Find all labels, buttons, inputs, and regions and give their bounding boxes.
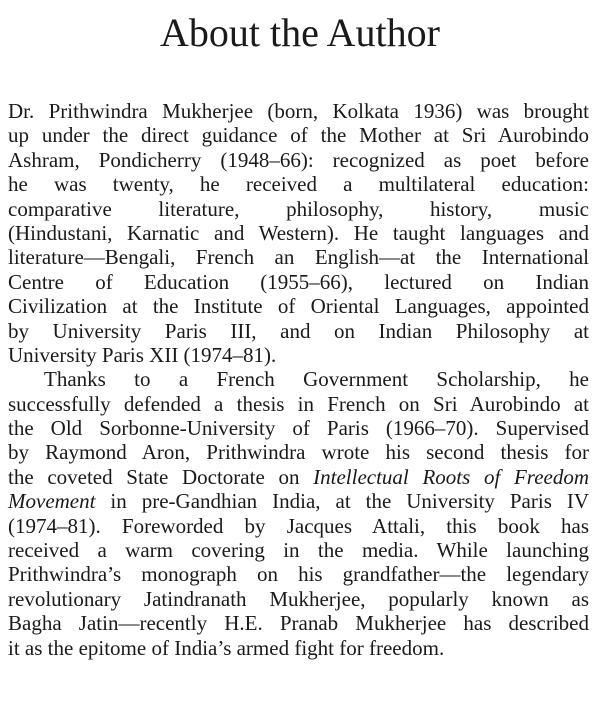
text-line: revolutionary Jatindranath Mukherjee, popularly known as xyxy=(8,586,589,611)
text-line: Bagha Jatin—recently H.E. Pranab Mukherjee has described xyxy=(8,611,589,636)
text-line: Ashram, Pondicherry (1948–66): recognized as poet before xyxy=(8,147,589,172)
paragraph-2 xyxy=(8,367,589,660)
text-line: (1974–81). Foreworded by Jacques Attali, this book has xyxy=(8,513,589,538)
text-line: Movement in pre-Gandhian India, at the University Paris IV xyxy=(8,489,589,514)
page-title: About the Author xyxy=(160,10,440,55)
book-title-italic: Movement xyxy=(8,489,96,514)
text-line: Civilization at the Institute of Oriental Languages, appointed xyxy=(8,294,589,319)
text-line: Prithwindra’s monograph on his grandfather—the legendary xyxy=(8,562,589,587)
text-line: (Hindustani, Karnatic and Western). He taught languages and xyxy=(8,220,589,245)
text-line: literature—Bengali, French an English—at the International xyxy=(8,245,589,270)
text-line: Dr. Prithwindra Mukherjee (born, Kolkata 1936) was brought xyxy=(8,99,589,123)
text-line: comparative literature, philosophy, history, music xyxy=(8,196,589,221)
text-line: by Raymond Aron, Prithwindra wrote his second thesis for xyxy=(8,440,589,465)
text-line: it as the epitome of India’s armed fight for freedom. xyxy=(8,635,445,660)
text-line: the coveted State Doctorate on Intellectual Roots of Freedom xyxy=(8,464,590,489)
text-line: University Paris XII (1974–81). xyxy=(8,342,277,367)
book-title-italic: Intellectual Roots of Freedom xyxy=(313,464,590,489)
text-line: the Old Sorbonne-University of Paris (1966–70). Supervised xyxy=(8,416,589,441)
text-line: Thanks to a French Government Scholarship, he xyxy=(44,367,589,392)
text-line: received a warm covering in the media. While launching xyxy=(8,538,589,563)
paragraph-1 xyxy=(8,99,589,367)
author-biography xyxy=(8,99,589,660)
text-line: Centre of Education (1955–66), lectured on Indian xyxy=(8,269,589,294)
text-line: he was twenty, he received a multilateral education: xyxy=(8,172,589,197)
text-line: by University Paris III, and on Indian Philosophy at xyxy=(8,318,589,343)
text-line: up under the direct guidance of the Mother at Sri Aurobindo xyxy=(8,123,589,148)
text-line: successfully defended a thesis in French on Sri Aurobindo at xyxy=(8,391,589,416)
